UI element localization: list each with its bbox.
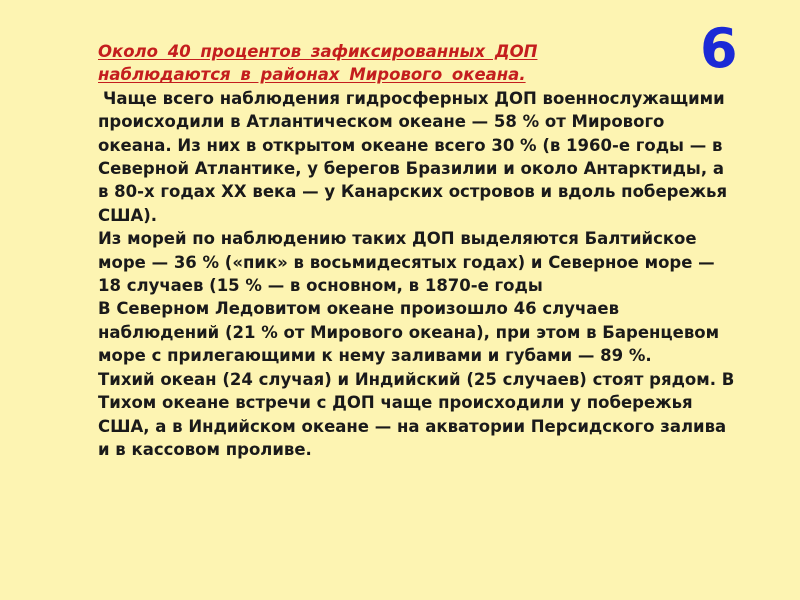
paragraph-pacific-indian: Тихий океан (24 случая) и Индийский (25 случаев) стоят рядом. В Тихом океане встречи с ДОП чаще происходили у побережья США, а в Индийском океане — на акватории Персидского залива и в кассовом проливе. — [98, 369, 735, 459]
slide-content — [98, 40, 738, 461]
paragraph-seas: Из морей по наблюдению таких ДОП выделяются Балтийское море — 36 % («пик» в восьмидесятых годах) и Северное море — 18 случаев (15 % — в основном, в 1870-е годы — [98, 229, 715, 296]
heading-line-1: Около 40 процентов зафиксированных ДОП — [98, 42, 538, 61]
heading-line-2: наблюдаются в районах Мирового океана. — [98, 65, 526, 85]
slide-number: 6 — [700, 17, 738, 80]
heading — [98, 40, 738, 87]
paragraph-atlantic: Чаще всего наблюдения гидросферных ДОП военнослужащими происходили в Атлантическом океане — 58 % от Мирового океана. Из них в открытом океане всего 30 % (в 1960-е годы — в Северной Атлантике, у берегов Бразилии и около Антарктиды, а в 80-х годах XX века — у Канарских островов и вдоль побережья США). — [98, 88, 728, 225]
paragraph-arctic: В Северном Ледовитом океане произошло 46 случаев наблюдений (21 % от Мирового океана), при этом в Баренцевом море с прилегающими к нему заливами и губами — 89 %. — [98, 299, 720, 366]
